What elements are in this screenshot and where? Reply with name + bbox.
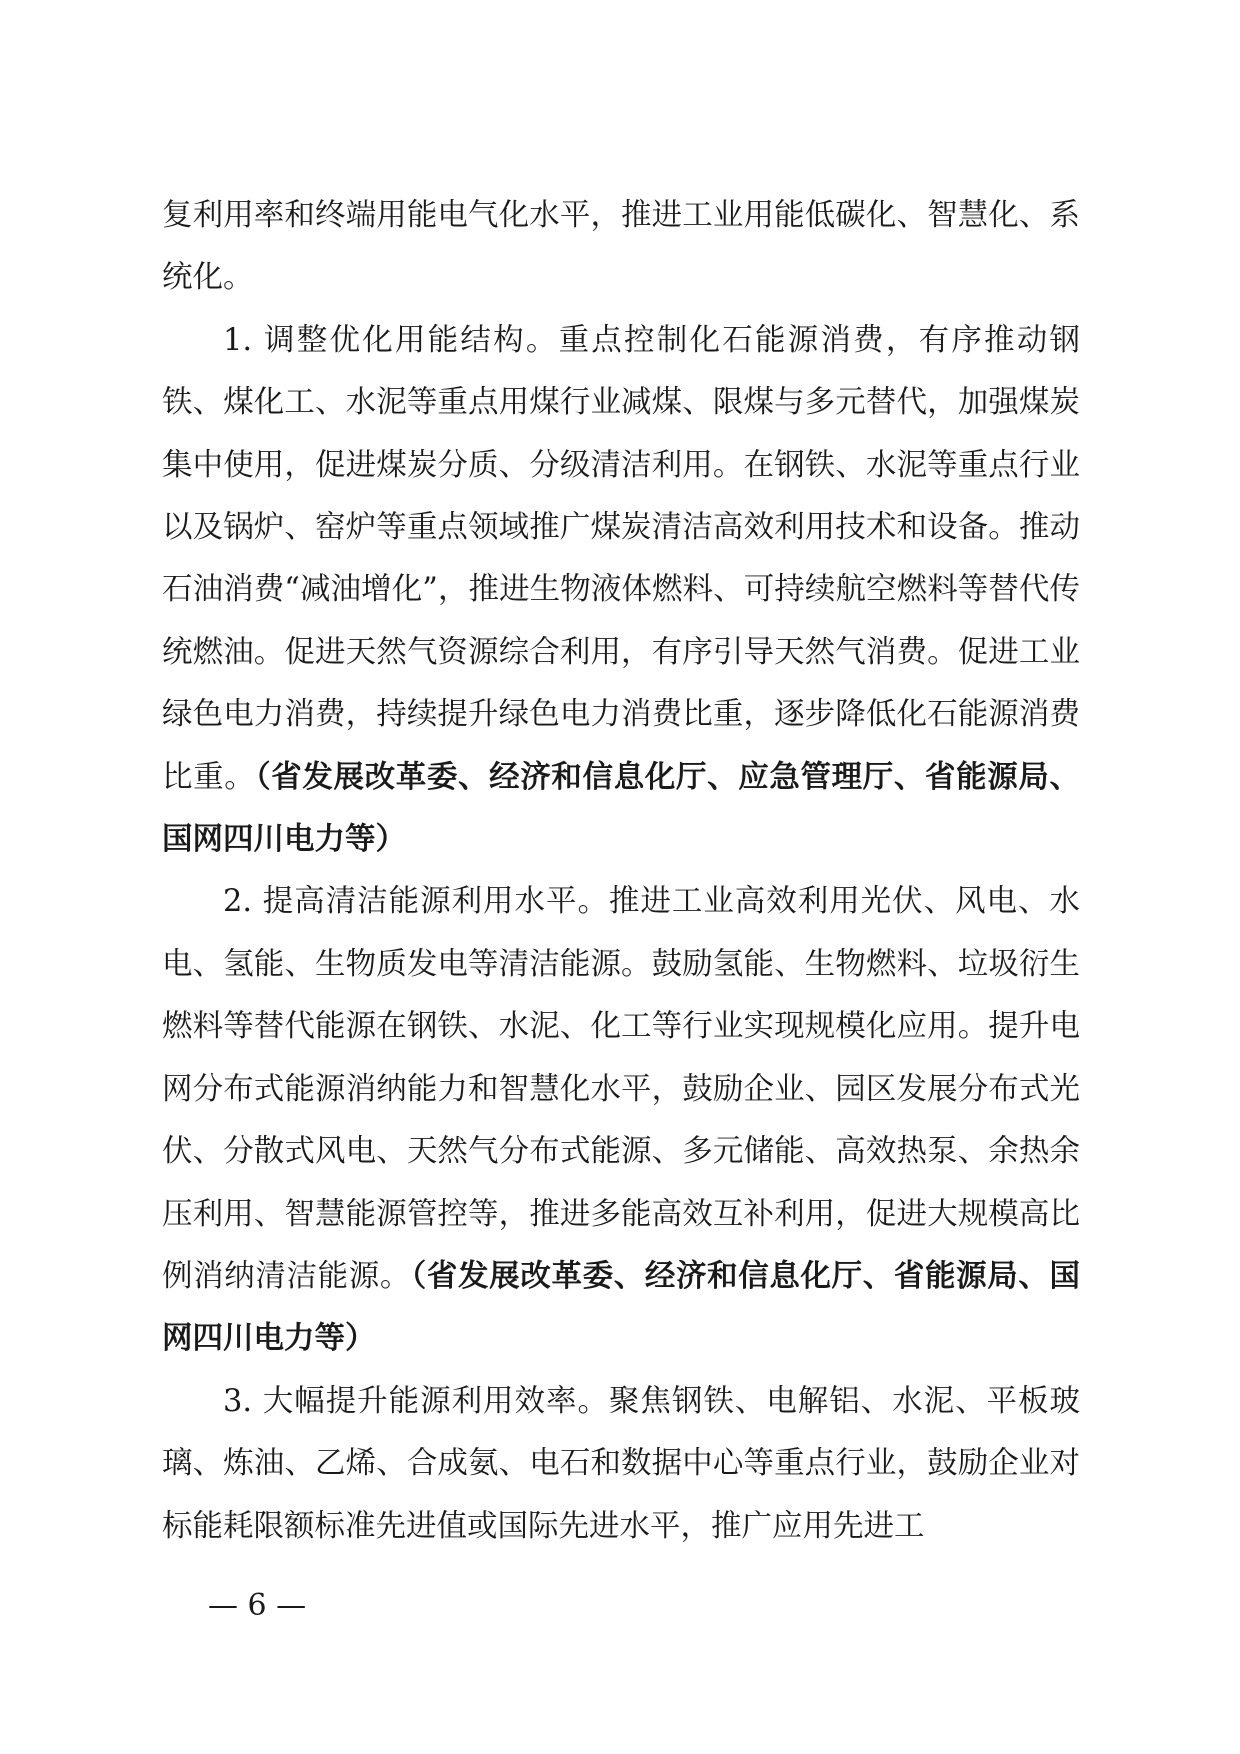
paragraph-1	[162, 185, 1080, 310]
paragraph-4-text: 3. 大幅提升能源利用效率。聚焦钢铁、电解铝、水泥、平板玻璃、炼油、乙烯、合成氨、电石和数据中心等重点行业，鼓励企业对标能耗限额标准先进值或国际先进水平，推广应用先进工	[162, 1383, 1080, 1544]
paragraph-3-responsible-agencies: （省发展改革委、经济和信息化厅、省能源局、国网四川电力等）	[162, 1258, 1081, 1357]
paragraph-4	[162, 1371, 1080, 1558]
paragraph-2-responsible-agencies: （省发展改革委、经济和信息化厅、应急管理厅、省能源局、国网四川电力等）	[162, 759, 1081, 858]
paragraph-3-text: 2. 提高清洁能源利用水平。推进工业高效利用光伏、风电、水电、氢能、生物质发电等清洁能源。鼓励氢能、生物燃料、垃圾衍生燃料等替代能源在钢铁、水泥、化工等行业实现规模化应用。提升电网分布式能源消纳能力和智慧化水平，鼓励企业、园区发展分布式光伏、分散式风电、天然气分布式能源、多元储能、高效热泵、余热余压利用、智慧能源管控等，推进多能高效互补利用，促进大规模高比例消纳清洁能源。	[162, 884, 1080, 1294]
paragraph-2-text: 1. 调整优化用能结构。重点控制化石能源消费，有序推动钢铁、煤化工、水泥等重点用煤行业减煤、限煤与多元替代，加强煤炭集中使用，促进煤炭分质、分级清洁利用。在钢铁、水泥等重点行业以及锅炉、窑炉等重点领域推广煤炭清洁高效利用技术和设备。推动石油消费“减油增化”，推进生物液体燃料、可持续航空燃料等替代传统燃油。促进天然气资源综合利用，有序引导天然气消费。促进工业绿色电力消费，持续提升绿色电力消费比重，逐步降低化石能源消费比重。	[162, 322, 1080, 795]
paragraph-3	[162, 871, 1080, 1370]
paragraph-2	[162, 310, 1080, 872]
document-body	[162, 185, 1080, 1558]
page-number: — 6 —	[208, 1588, 307, 1623]
paragraph-1-text: 复利用率和终端用能电气化水平，推进工业用能低碳化、智慧化、系统化。	[162, 198, 1080, 296]
